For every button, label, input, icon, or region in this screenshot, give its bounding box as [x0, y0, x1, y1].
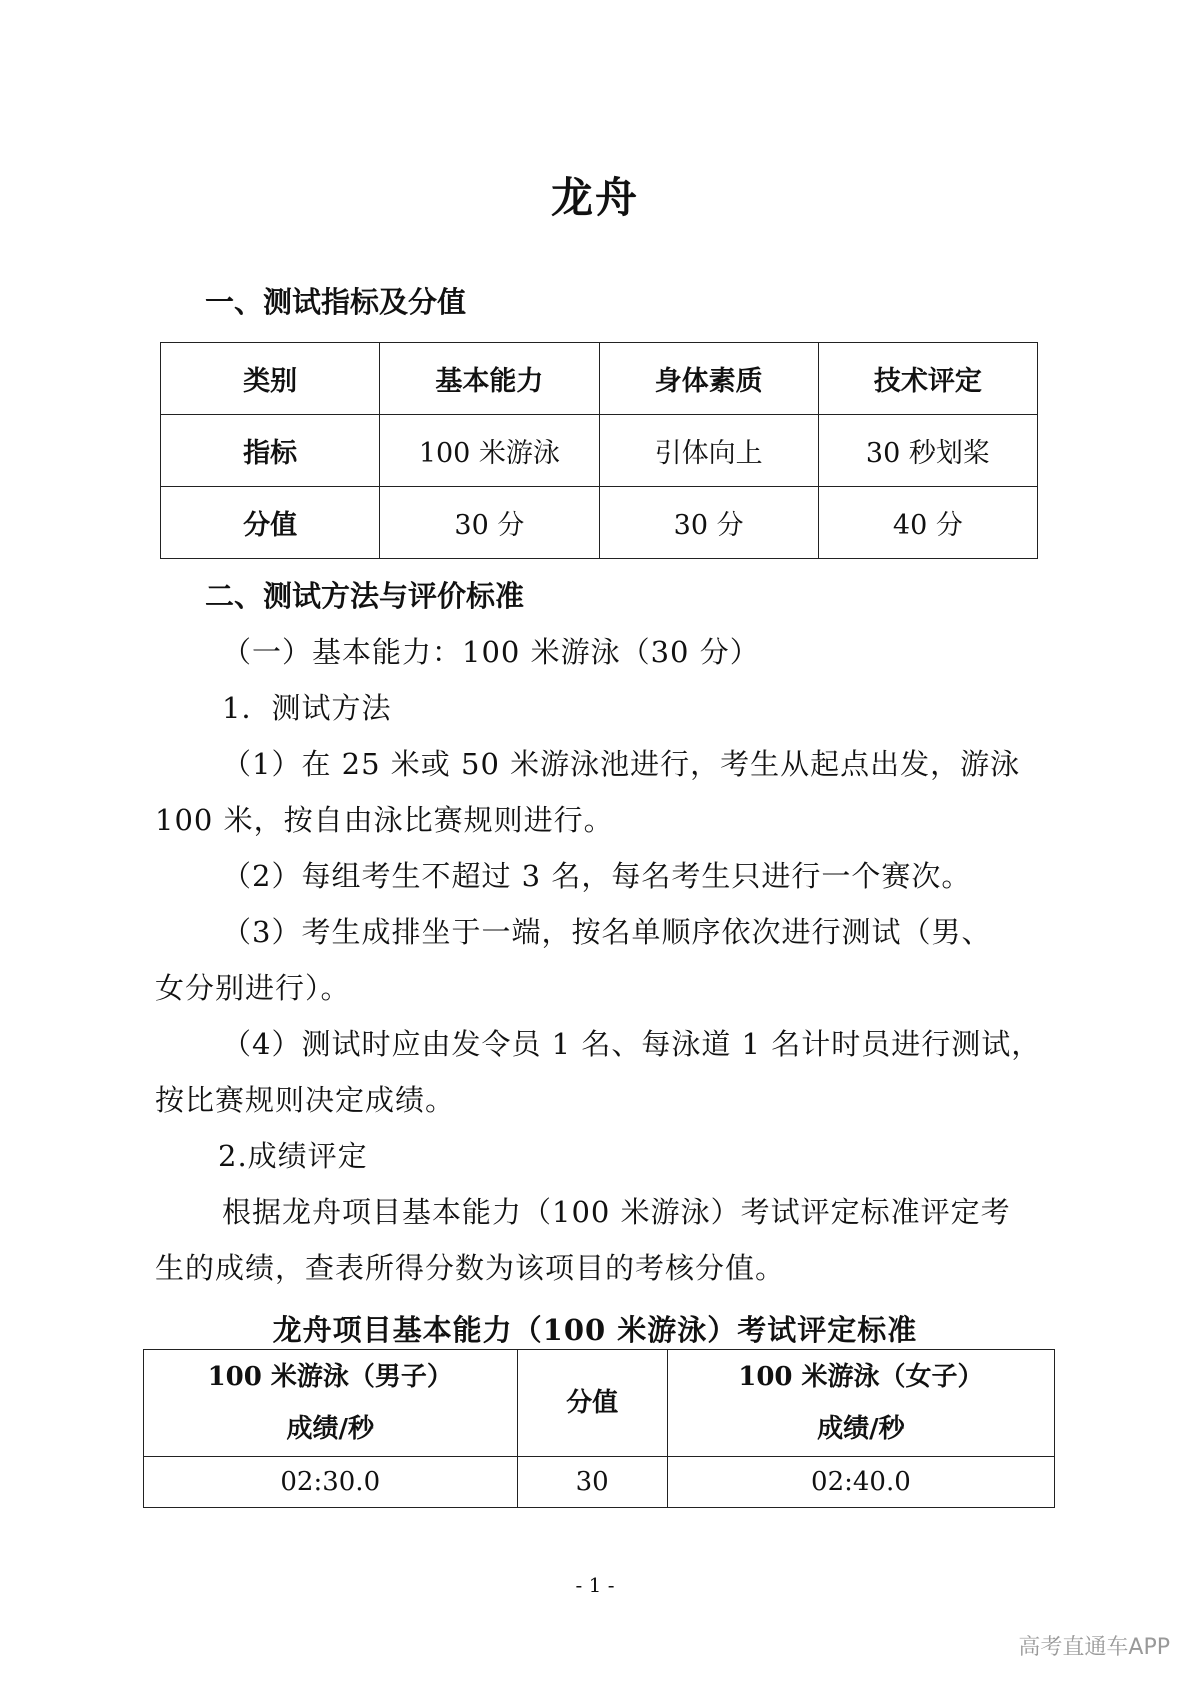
table-cell: 02:40.0	[667, 1457, 1054, 1508]
section1-heading: 一、测试指标及分值	[205, 285, 467, 319]
table-row	[144, 1457, 1055, 1508]
header-line: 成绩/秒	[286, 1414, 374, 1444]
paragraph-line: 女分别进行）。	[155, 971, 351, 1005]
table-header-row	[144, 1350, 1055, 1457]
header-line: 100 米游泳（女子）	[738, 1362, 984, 1392]
subsection-heading: （一）基本能力：100 米游泳（30 分）	[222, 635, 760, 669]
table-cell: 分值	[161, 487, 380, 559]
section2-heading: 二、测试方法与评价标准	[205, 579, 525, 613]
paragraph-line: （3）考生成排坐于一端，按名单顺序依次进行测试（男、	[222, 915, 992, 949]
paragraph-line: （2）每组考生不超过 3 名，每名考生只进行一个赛次。	[222, 859, 972, 893]
method-heading: 1．测试方法	[222, 691, 392, 725]
table-cell: 引体向上	[599, 415, 818, 487]
swim-standard-table	[143, 1349, 1055, 1508]
paragraph-line: 根据龙舟项目基本能力（100 米游泳）考试评定标准评定考	[222, 1195, 1011, 1229]
table-cell: 40 分	[818, 487, 1037, 559]
table-cell: 类别	[161, 343, 380, 415]
table-cell: 02:30.0	[144, 1457, 518, 1508]
table-cell: 技术评定	[818, 343, 1037, 415]
table-row	[161, 415, 1038, 487]
score-header-cell: 分值	[517, 1350, 667, 1457]
male-header-cell	[144, 1350, 518, 1457]
table-caption: 龙舟项目基本能力（100 米游泳）考试评定标准	[272, 1313, 918, 1347]
table-cell: 指标	[161, 415, 380, 487]
female-header-cell	[667, 1350, 1054, 1457]
eval-heading: 2.成绩评定	[218, 1139, 368, 1173]
header-line: 成绩/秒	[817, 1414, 905, 1444]
table-cell: 30	[517, 1457, 667, 1508]
table-row	[161, 343, 1038, 415]
indicator-table	[160, 342, 1038, 559]
table-cell: 身体素质	[599, 343, 818, 415]
paragraph-line: 100 米，按自由泳比赛规则进行。	[155, 803, 614, 837]
table-cell: 30 分	[380, 487, 599, 559]
paragraph-line: 按比赛规则决定成绩。	[155, 1083, 456, 1117]
paragraph-line: 生的成绩，查表所得分数为该项目的考核分值。	[155, 1251, 786, 1285]
table-cell: 30 秒划桨	[818, 415, 1037, 487]
paragraph-line: （1）在 25 米或 50 米游泳池进行，考生从起点出发，游泳	[222, 747, 1021, 781]
header-line: 100 米游泳（男子）	[207, 1362, 453, 1392]
page-title: 龙舟	[550, 173, 639, 222]
paragraph-line: （4）测试时应由发令员 1 名、每泳道 1 名计时员进行测试，	[222, 1027, 1042, 1061]
page-number: - 1 -	[575, 1573, 615, 1597]
table-cell: 100 米游泳	[380, 415, 599, 487]
table-row	[161, 487, 1038, 559]
watermark: 高考直通车APP	[1018, 1635, 1170, 1660]
table-cell: 基本能力	[380, 343, 599, 415]
table-cell: 30 分	[599, 487, 818, 559]
